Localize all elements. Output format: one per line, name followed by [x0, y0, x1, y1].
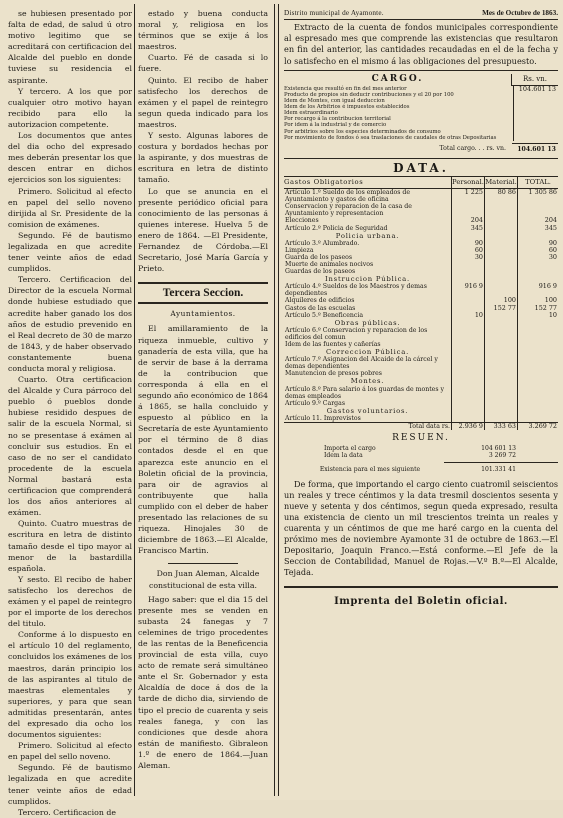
section-rule [138, 302, 268, 304]
data-cell [518, 319, 559, 327]
data-personal: 90 [452, 240, 485, 247]
data-row [284, 247, 558, 254]
data-section-row [284, 407, 558, 415]
data-cell [485, 319, 518, 327]
data-cell [518, 407, 559, 415]
paragraph: Y sesto. Algunas labores de costura y bordados hechas por la aspirante, y dos muestras de escritura en letra de distinto tamaño. [138, 131, 268, 185]
data-personal: 345 [452, 225, 485, 232]
paragraph: Hago saber: que el dia 15 del presente mes se venden en subasta 24 fanegas y 7 celemines de trigo procedentes de las rentas de la Beneficencia provincial de esta villa, cuyo acto de remate será simultáneo ante el Sr. Gobernador y esta Alcaldía de doce á dos de la tarde de dicho dia, sirviendo de tipo el precio de cuarenta y seis reales fanega, y con las condiciones que desde ahora están de manifiesto. Gibraleon 1.º de enero de 1864.—Juan Aleman. [138, 594, 268, 770]
data-cell [452, 319, 485, 327]
data-personal [452, 370, 485, 377]
data-total [518, 341, 559, 348]
data-row [284, 356, 558, 370]
data-personal: 204 [452, 217, 485, 224]
data-row [284, 189, 558, 204]
data-table [284, 176, 558, 430]
data-personal [452, 203, 485, 217]
data-personal [452, 297, 485, 304]
column-divider [278, 4, 279, 796]
data-material: 80 86 [485, 189, 518, 204]
cargo-line-label: Por movimiento de fondos ó sea traslaciones de caudales de otras Depositarias [284, 134, 497, 141]
paragraph: Lo que se anuncia en el presente periódico oficial para conocimiento de las personas á quienes interese. Huelva 5 de enero de 1864. —El Presidente, Fernandez de Córdoba.—El Secretario, José María García y Prieto. [138, 186, 268, 274]
data-personal [452, 268, 485, 275]
col-header-material: Material. [485, 176, 518, 188]
column-2 [138, 8, 268, 771]
data-total [518, 261, 559, 268]
resumen-title: RESUEN. [392, 433, 450, 444]
cargo-header [284, 74, 558, 86]
data-material [485, 312, 518, 319]
data-row-label: Artículo 3.º Alumbrado. [285, 239, 360, 247]
data-total: 90 [518, 240, 559, 247]
col-header-concept: Gastos Obligatorios [284, 176, 452, 188]
data-material [485, 356, 518, 370]
data-section-row [284, 319, 558, 327]
data-row [284, 327, 558, 341]
data-row [284, 386, 558, 400]
footer-rule [284, 586, 558, 588]
cargo-line-label: Idem de los Arbitrios é impuestos establecidos [284, 104, 410, 111]
paragraph: Tercero. Certificacion de [18, 807, 116, 817]
data-row-label: Artículo 8.º Para salario á los guardas de montes y demas empleados [285, 385, 444, 400]
paragraph: Y tercero. A los que por cualquier otro motivo hayan recibido para ello la autorizacion competente. [8, 86, 132, 129]
data-material [485, 261, 518, 268]
data-personal [452, 386, 485, 400]
data-total [518, 268, 559, 275]
report-month: Mes de Octubre de 1863. [482, 9, 558, 17]
data-cell [485, 232, 518, 240]
data-personal [452, 327, 485, 341]
data-row-label: Artículo 11. Imprevistos [285, 414, 361, 422]
cargo-line [284, 135, 558, 141]
resumen-row [284, 452, 558, 459]
data-total: 100 [518, 297, 559, 304]
data-row [284, 341, 558, 348]
data-row-label: Alquileres de edificios [285, 297, 355, 305]
column-divider [274, 4, 275, 796]
column-1 [8, 8, 132, 818]
data-total: 30 [518, 254, 559, 261]
paragraph: se hubiesen presentado por falta de edad, de salud ú otro motivo legitimo que se acreditará con certificacion del Alcalde del pueblo en donde tuviese su residencia el aspirante. [8, 9, 132, 85]
data-material [485, 225, 518, 232]
data-cell [452, 377, 485, 385]
cargo-total-value: 104.601 13 [512, 143, 558, 155]
data-total [518, 356, 559, 370]
data-total: 10 [518, 312, 559, 319]
data-personal [452, 261, 485, 268]
data-row-label: Guardas de los paseos [285, 268, 356, 276]
paragraph: Quinto. Cuatro muestras de escritura en letra de distinto tamaño desde el tipo mayor al menor de la bastardilla española. [8, 519, 132, 573]
cargo-line-amount: 104.601 13 [514, 86, 559, 92]
data-material [485, 217, 518, 224]
paragraph: El amillaramiento de la riqueza inmueble, cultivo y ganadería de esta villa, que ha de servir de base á la derrama de la contribucion que corresponda á ella en el segundo año económico de 1864 á 1865, se halla concluido y espuesto al público en la Secretaría de este Ayuntamiento por el término de 8 dias contados desde el en que aparezca este anuncio en el Boletin oficial de la provincia, para oir de agravios al contribuyente que halla cumplido con el deber de haber presentado las relaciones de su riqueza. Hinojales 30 de diciembre de 1863.—El Alcalde, Francisco Martin. [138, 324, 268, 556]
cargo-line-label: Idem estraordinario [284, 110, 338, 117]
data-material [485, 247, 518, 254]
data-row-label: Manutencion de presos pobres [285, 370, 382, 378]
data-row-label: Guarda de los paseos [285, 253, 353, 261]
cargo-total-label: Total cargo. . . rs. vn. [439, 144, 506, 152]
resumen-label: Idem la data [324, 452, 363, 460]
data-row [284, 225, 558, 232]
paragraph: Quinto. El recibo de haber satisfecho los derechos de exámen y el papel de reintegro segun queda indicado para los maestros. [138, 75, 268, 129]
data-row [284, 240, 558, 247]
data-total-row [284, 423, 558, 431]
data-row-label: Idem de las fuentes y cañerías [285, 341, 381, 348]
cargo-line-label: Idem de Montes, con igual deduccion [284, 98, 385, 105]
cargo-table [284, 86, 558, 141]
data-material [485, 268, 518, 275]
data-row [284, 254, 558, 261]
paragraph: Primero. Solicitud al efecto en papel del sello noveno. [8, 741, 132, 762]
data-total: 916 9 [518, 283, 559, 297]
data-total: 1 305 86 [518, 189, 559, 204]
paragraph: Tercero. Certificacion del Director de la escuela Normal donde hubiese estudiado que acredite haber ganado los dos años de estudio prevenido en el Real decreto de 30 de marzo de 1843, y de haber observado constantemente buena conducta moral y religiosa. [8, 275, 132, 373]
data-personal: 30 [452, 254, 485, 261]
col-header-total: TOTAL. [518, 176, 559, 188]
column-3 [284, 8, 558, 607]
data-personal: 1 225 [452, 189, 485, 204]
data-row [284, 370, 558, 377]
data-cell [518, 377, 559, 385]
column-1-text [8, 8, 132, 818]
section-rule [138, 282, 268, 284]
data-cell [518, 348, 559, 356]
data-section-row [284, 348, 558, 356]
data-section-label: Obras públicas. [334, 318, 401, 327]
data-material [485, 240, 518, 247]
data-total [518, 203, 559, 217]
district-header [284, 8, 558, 18]
intro-rule [284, 70, 558, 71]
data-row [284, 203, 558, 217]
cargo-rule [284, 158, 558, 159]
data-material [485, 327, 518, 341]
paragraph: Primero. Solicitud al efecto en papel del sello noveno dirijida al Sr. Presidente de la comision de exámenes. [8, 186, 132, 229]
resumen-rule [444, 462, 558, 463]
data-material [485, 203, 518, 217]
paragraph: Cuarto. Fé de casada si lo fuere. [138, 53, 268, 74]
subasta-notice [138, 594, 268, 772]
resumen-value: 3 269 72 [488, 452, 516, 460]
data-cell [452, 407, 485, 415]
data-cell [485, 348, 518, 356]
account-intro: Extracto de la cuenta de fondos municipales correspondiente al espresado mes que comprende las existencias que resultaron en fin del anterior, las cantidades recaudadas en el de la fecha y lo satisfecho en el mismo á las obligaciones del presupuesto. [284, 22, 558, 66]
paragraph: Segundo. Fé de bautismo legalizada en que acredite tener veinte años de edad cumplidos. [8, 763, 132, 806]
paragraph: Y sesto. El recibo de haber satisfecho los derechos de exámen y el papel de reintegro por el importe de los derechos del titulo. [8, 574, 132, 629]
data-row [284, 297, 558, 304]
data-row [284, 305, 558, 312]
paragraph: Los documentos que antes del dia ocho del expresado mes deberán presentar los que descen entrar en dichos ejercicios son los siguientes: [8, 131, 132, 185]
data-total: 345 [518, 225, 559, 232]
resumen-value: 104 601 13 [481, 445, 516, 453]
section-title: Tercera Seccion. [162, 287, 244, 300]
data-row-label: Artículo 7.º Asignacion del Alcaide de la cárcel y demas dependientes [285, 356, 438, 371]
cargo-total-row [284, 143, 558, 155]
existence-label: Existencia para el mes siguiente [319, 465, 421, 473]
ayuntamientos-heading: Ayuntamientos. [170, 309, 236, 319]
data-section-label: Montes. [350, 377, 385, 386]
data-row-label: Artículo 1.º Sueldo de los empleados de Ayuntamiento y gastos de oficina [285, 189, 411, 204]
data-personal: 10 [452, 312, 485, 319]
printer-imprint: Imprenta del Boletin oficial. [334, 595, 508, 607]
currency-heading: Rs. vn. [511, 74, 558, 86]
data-material [485, 283, 518, 297]
data-cell [485, 377, 518, 385]
data-material [485, 386, 518, 400]
data-personal [452, 400, 485, 407]
cargo-line-label: Producto de propios sin deducir contribuciones y el 20 por 100 [284, 92, 454, 98]
cargo-line-label: Por arbitrios sobre los especies determinados de consumo [284, 128, 441, 135]
resumen-row [284, 445, 558, 452]
data-table-header [284, 176, 558, 188]
column-2-text [138, 8, 268, 274]
data-section-label: Policia urbana. [335, 231, 400, 240]
data-material [485, 400, 518, 407]
data-personal [452, 341, 485, 348]
data-section-label: Gastos voluntarios. [326, 406, 409, 415]
data-row [284, 415, 558, 423]
data-material: 152 77 [485, 305, 518, 312]
data-personal [452, 356, 485, 370]
ayuntamientos-notice [138, 323, 268, 556]
data-row-label: Artículo 5.º Beneficencia [285, 311, 364, 319]
data-total [518, 400, 559, 407]
data-row [284, 283, 558, 297]
data-total-sum: 3.269 72 [518, 423, 559, 431]
data-cell [485, 407, 518, 415]
paragraph: Conforme á lo dispuesto en el artículo 10 del reglamento, concluidos los exámenes de los maestros, darán principio los de las aspirantes al titulo de maestras elementales y superiores, y para que sean admitidas presentarán, antes del expresado dia ocho los documentos siguientes: [8, 630, 132, 740]
data-total-label: Total data rs. [284, 423, 452, 431]
data-total [518, 327, 559, 341]
data-section-row [284, 275, 558, 283]
notice-divider [168, 563, 238, 564]
notice-heading: Don Juan Aleman, Alcalde constitucional de esta villa. [148, 569, 260, 590]
existence-row [284, 464, 558, 475]
data-row-label: Muerte de animales nocivos [285, 260, 374, 268]
district-name: Distrito municipal de Ayamonte. [284, 9, 384, 17]
data-section-row [284, 377, 558, 385]
data-personal: 60 [452, 247, 485, 254]
data-material: 100 [485, 297, 518, 304]
paragraph: Segundo. Fé de bautismo legalizada en que acredite tener veinte años de edad cumplidos. [8, 230, 132, 274]
data-total [518, 386, 559, 400]
data-total [518, 370, 559, 377]
data-total-personal: 2.936 9 [452, 423, 485, 431]
data-personal: 916 9 [452, 283, 485, 297]
data-material [485, 341, 518, 348]
data-section-label: Correccion Pública. [325, 348, 410, 357]
data-material [485, 370, 518, 377]
paragraph: Cuarto. Otra certificacion del Alcalde y Cura párroco del pueblo ó pueblos donde hubiese residido despues de salir de la escuela Normal, si no se presentase á exámen al concluir sus estudios. En el caso de no ser el candidato procedente de la escuela Normal bastará esta certificacion que comprenderá los dos años anteriores al exámen. [8, 375, 132, 518]
data-row-label: Artículo 4.º Sueldos de los Maestros y demas dependientes [285, 283, 427, 298]
data-row-label: Gastos de las escuelas [285, 304, 356, 312]
data-total: 204 [518, 217, 559, 224]
data-total: 152 77 [518, 305, 559, 312]
data-row [284, 312, 558, 319]
existence-value: 101.331 41 [481, 465, 516, 473]
data-row-label: Limpieza [285, 246, 314, 254]
data-row-label: Artículo 2.º Policia de Seguridad [285, 224, 388, 232]
data-cell [485, 275, 518, 283]
cargo-line-label: Por recargo á la contribucion territorial [284, 116, 391, 123]
data-total: 60 [518, 247, 559, 254]
col-header-personal: Personal. [452, 176, 485, 188]
data-material [485, 254, 518, 261]
data-row [284, 268, 558, 275]
data-row-label: Conservacion y reparacion de la casa de Ayuntamiento y representacion [285, 203, 412, 218]
data-row-label: Artículo 9.º Cargas [285, 399, 345, 407]
closing-statement: De forma, que importando el cargo ciento cuatromil seiscientos un reales y trece céntimos y la data tresmil doscientos sesenta y nueve y setenta y dos céntimos, segun queda expresado, resulta una existencia de ciento un mil trescientos treinta un reales y cuarenta y un céntimos de que me haré cargo en la cuenta del próximo mes de noviembre Ayamonte 31 de octubre de 1863.—El Depositario, Joaquin Franco.—Está conforme.—El Jefe de la Seccion de Contabilidad, Manuel de Rojas.—V.º B.º—El Alcalde, Tejada. [284, 478, 558, 577]
data-section-label: Instruccion Pública. [325, 275, 410, 284]
data-section-row [284, 232, 558, 240]
data-row [284, 400, 558, 407]
data-total-material: 333 63 [485, 423, 518, 431]
data-cell [452, 348, 485, 356]
data-row-label: Elecciones [285, 217, 319, 225]
cargo-title: CARGO. [371, 73, 424, 84]
header-rule [284, 19, 558, 20]
data-row-label: Artículo 6.º Conservacion y reparacion de los edificios del comun [285, 326, 428, 341]
cargo-line-label: Existencia que resultó en fin del mes anterior [284, 85, 407, 92]
paragraph: estado y buena conducta moral y, religiosa en los términos que se exije á los maestros. [138, 9, 268, 52]
data-row [284, 261, 558, 268]
cargo-line-amount [514, 135, 559, 141]
data-title: DATA. [393, 160, 449, 175]
resumen-table [284, 445, 558, 459]
cargo-line-label: Por idem á la industrial y de comercio [284, 122, 387, 129]
resumen-label: Importa el cargo [324, 445, 376, 453]
column-divider [134, 4, 135, 796]
data-row [284, 217, 558, 224]
